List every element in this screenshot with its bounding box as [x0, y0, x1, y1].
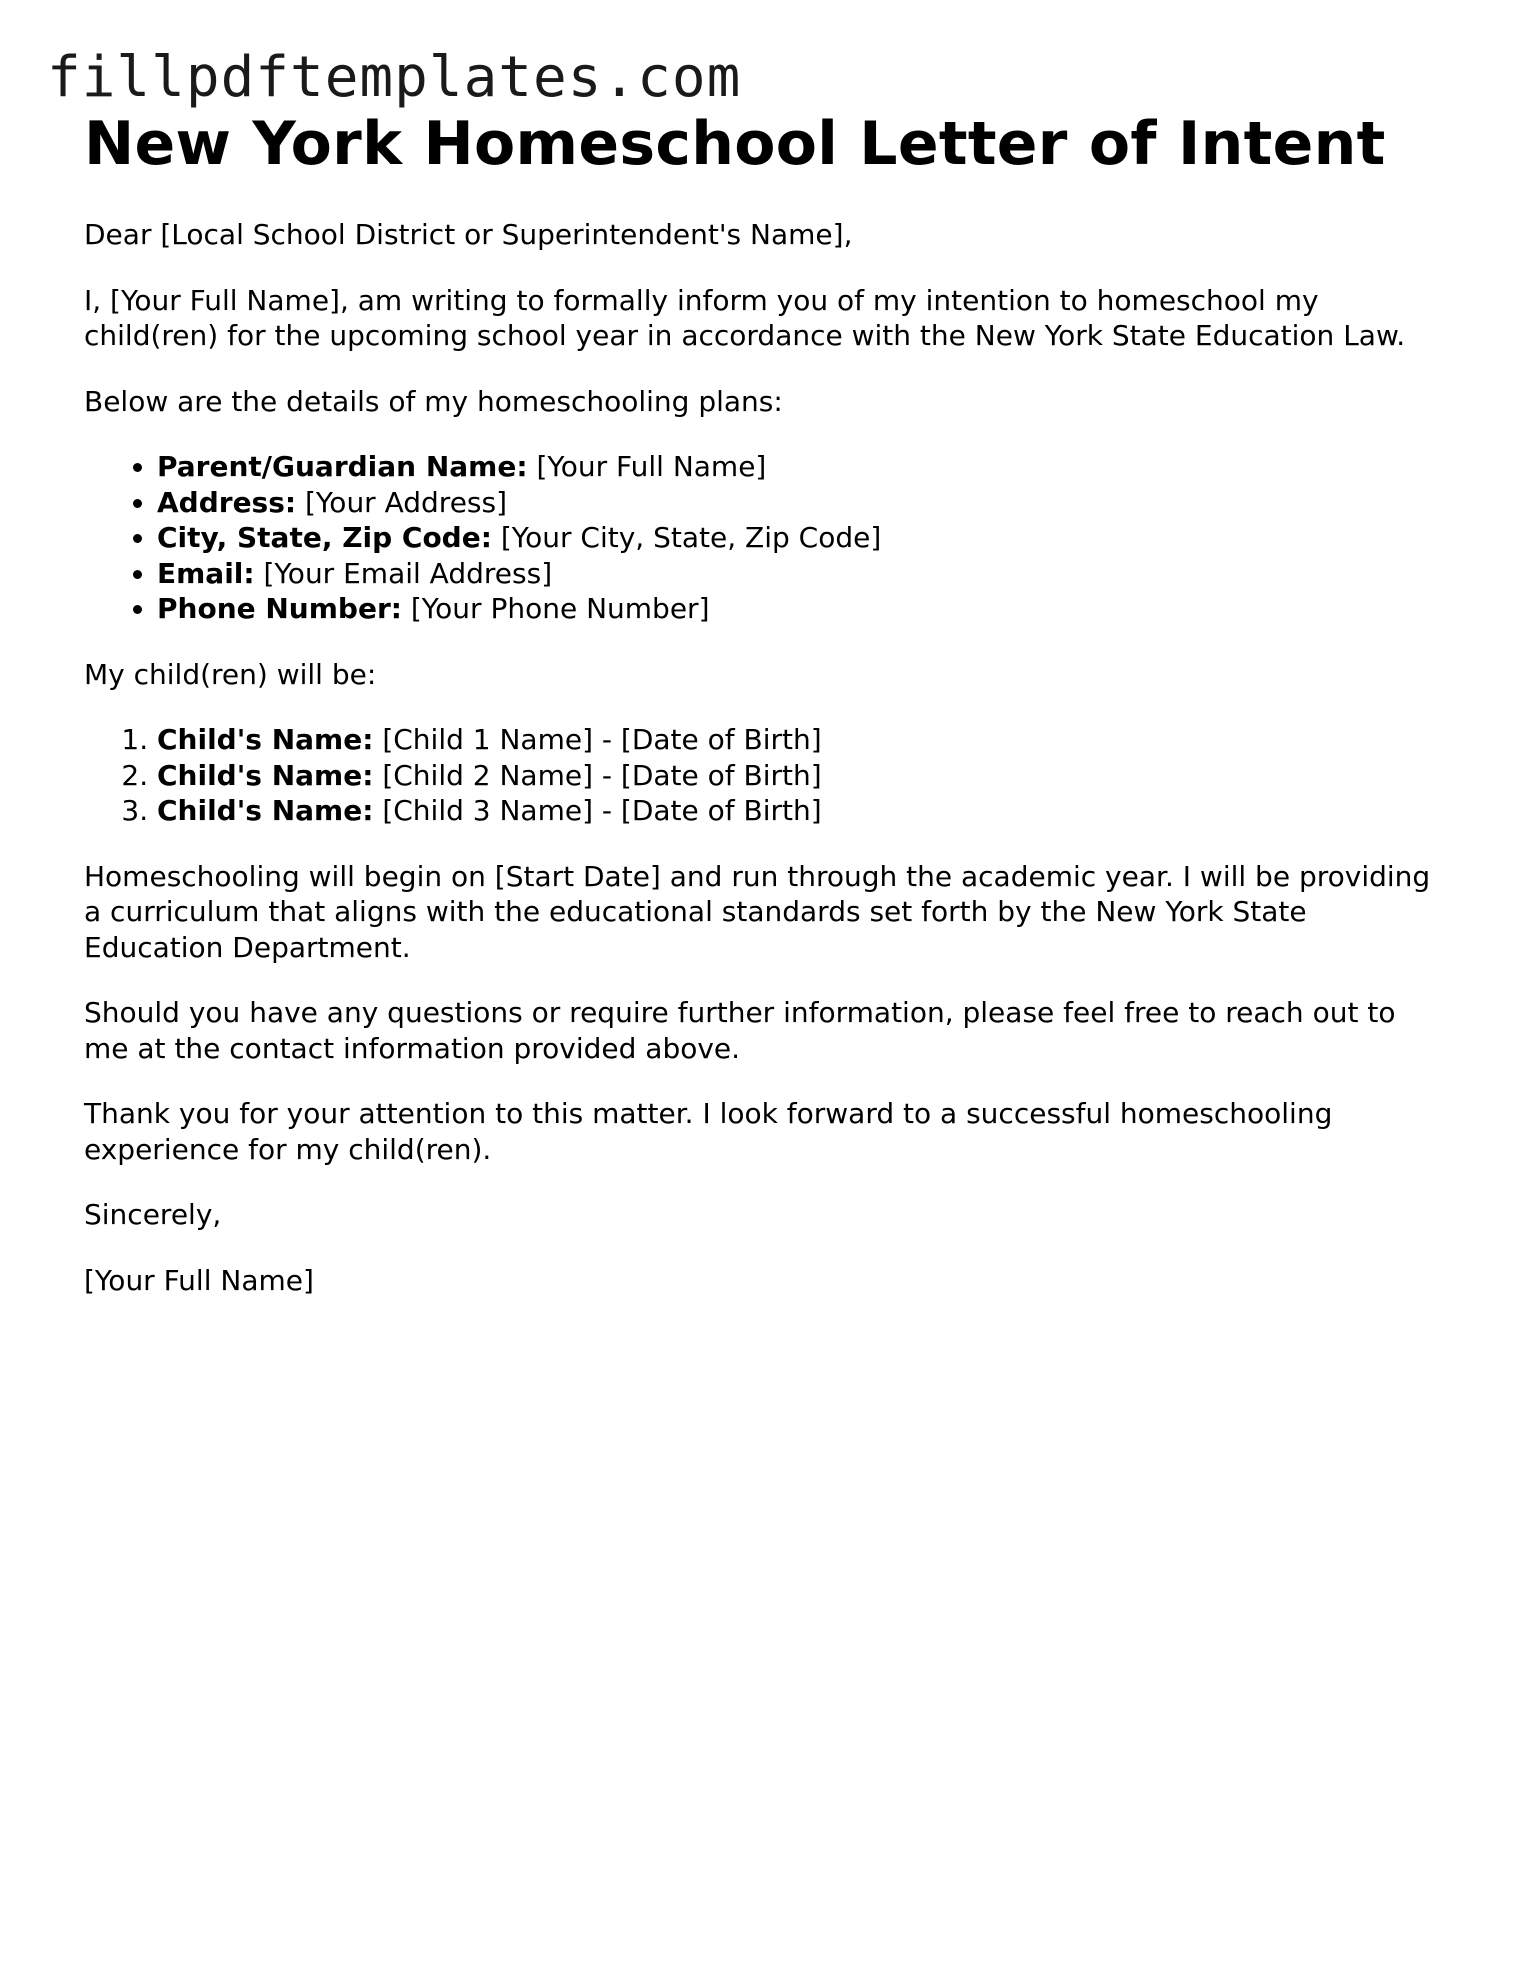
detail-label: Parent/Guardian Name: — [157, 450, 528, 483]
detail-value: [Your Email Address] — [263, 556, 553, 590]
detail-label: Email: — [157, 556, 255, 590]
children-list — [84, 722, 1444, 829]
watermark: fillpdftemplates.com — [47, 45, 742, 110]
child-value: [Child 1 Name] - [Date of Birth] — [382, 723, 822, 756]
contact-paragraph: Should you have any questions or require further information, please feel free to reach out to me at the contact information provided above. — [84, 996, 1396, 1065]
list-item — [157, 591, 1444, 627]
child-label: Child's Name: — [157, 794, 374, 827]
detail-value: [Your City, State, Zip Code] — [500, 521, 882, 554]
thanks-paragraph: Thank you for your attention to this matter. I look forward to a successful homeschooling experience for my child(ren). — [84, 1097, 1333, 1166]
detail-label: City, State, Zip Code: — [157, 521, 492, 554]
signature: [Your Full Name] — [84, 1263, 314, 1297]
detail-value: [Your Phone Number] — [410, 592, 710, 625]
list-item — [157, 758, 1444, 794]
list-item — [157, 722, 1444, 758]
child-label: Child's Name: — [157, 723, 374, 756]
child-value: [Child 2 Name] - [Date of Birth] — [382, 758, 822, 792]
list-item — [157, 793, 1444, 829]
detail-value: [Your Address] — [305, 485, 508, 519]
list-item — [157, 449, 1444, 485]
child-value: [Child 3 Name] - [Date of Birth] — [382, 794, 822, 827]
detail-value: [Your Full Name] — [536, 450, 767, 483]
closing: Sincerely, — [84, 1198, 222, 1231]
detail-label: Phone Number: — [157, 592, 402, 625]
list-item — [157, 520, 1444, 556]
letter-body — [84, 217, 1444, 1298]
letter — [84, 108, 1444, 1298]
child-label: Child's Name: — [157, 758, 374, 792]
details-list — [84, 449, 1444, 627]
list-item — [157, 556, 1444, 592]
children-lead: My child(ren) will be: — [84, 657, 377, 691]
page-title: New York Homeschool Letter of Intent — [84, 109, 1386, 179]
list-item — [157, 485, 1444, 521]
salutation: Dear [Local School District or Superintendent's Name], — [84, 218, 853, 251]
detail-label: Address: — [157, 485, 297, 519]
details-lead: Below are the details of my homeschooling plans: — [84, 384, 783, 418]
intro-paragraph: I, [Your Full Name], am writing to formally inform you of my intention to homeschool my child(ren) for the upcoming school year in accordance with the New York State Education Law. — [84, 283, 1406, 352]
curriculum-paragraph: Homeschooling will begin on [Start Date] and run through the academic year. I will be providing a curriculum that aligns with the educational standards set forth by the New York State Education Department. — [84, 859, 1431, 964]
